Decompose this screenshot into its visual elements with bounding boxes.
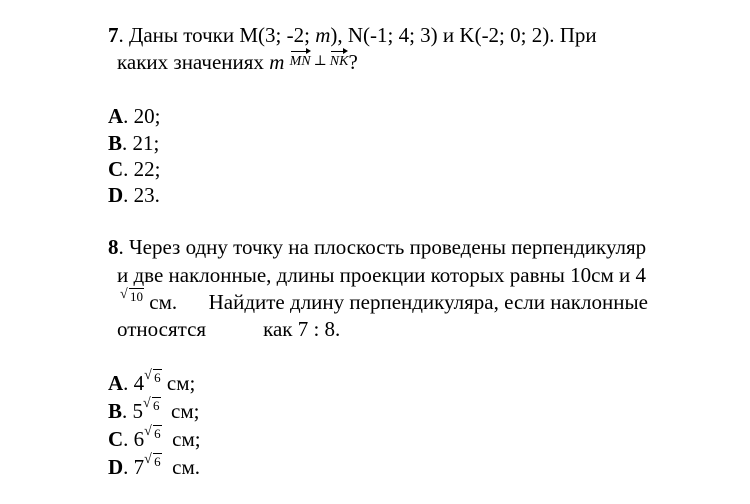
option-letter: B — [108, 131, 123, 155]
sqrt-10 — [120, 287, 144, 304]
option-coef: . 7 — [123, 455, 145, 479]
option-unit: см. — [172, 455, 201, 479]
option-letter: A — [108, 371, 124, 395]
q8-line1 — [108, 233, 646, 261]
vector-mn — [290, 49, 311, 69]
sqrt-radicand: 6 — [154, 370, 161, 385]
option-unit: см; — [166, 371, 196, 395]
q8-line3-text: см. Найдите длину перпендикуляра, если наклонные — [149, 290, 648, 314]
q7-qmark: ? — [348, 50, 358, 74]
option-letter: B — [108, 399, 123, 423]
q8-option-d — [108, 453, 200, 481]
q8-line4-b: как 7 : 8. — [263, 317, 341, 341]
option-letter: C — [108, 157, 124, 181]
q7-text1: . Даны точки M(3; -2; — [118, 23, 316, 47]
option-letter: A — [108, 104, 124, 128]
q8-option-c — [108, 425, 201, 453]
sqrt-radicand: 10 — [130, 289, 143, 304]
q7-option-d — [108, 181, 160, 209]
option-letter: D — [108, 183, 124, 207]
q7-line2 — [117, 48, 358, 76]
q7-text2: ), N(-1; 4; 3) и K(-2; 0; 2). При — [330, 23, 597, 47]
vector-arrow-icon — [330, 49, 349, 55]
radical-icon: √ — [143, 396, 151, 411]
option-coef: . 6 — [123, 427, 145, 451]
q7-line1 — [108, 21, 597, 49]
sqrt-radicand: 6 — [154, 454, 161, 469]
q7-option-c — [108, 155, 161, 183]
radical-icon: √ — [144, 424, 152, 439]
sqrt-radicand: 6 — [153, 398, 160, 413]
q8-line4-a: относятся — [117, 317, 207, 341]
option-unit: см; — [172, 427, 201, 451]
option-text: . 20; — [123, 104, 161, 128]
q8-line2-text: и две наклонные, длины проекции которых равны 10см и 4 — [117, 263, 646, 287]
sqrt-6 — [143, 396, 161, 413]
q8-option-b — [108, 397, 199, 425]
sqrt-6 — [144, 424, 162, 441]
q8-line2 — [117, 261, 646, 289]
sqrt-6 — [144, 368, 162, 385]
option-text: . 22; — [123, 157, 161, 181]
vector-arrow-icon — [290, 49, 311, 55]
option-text: . 21; — [122, 131, 160, 155]
q7-option-a — [108, 102, 161, 130]
q7-var-m: m — [315, 23, 331, 47]
sqrt-6 — [144, 452, 162, 469]
q7-line2-text: каких значениях — [117, 50, 270, 74]
q7-var-m2: m — [269, 50, 285, 74]
option-coef: . 4 — [123, 371, 145, 395]
q8-line4 — [117, 315, 340, 343]
perpendicular-symbol: ⊥ — [313, 54, 327, 69]
vector-mn-label: MN — [289, 54, 311, 69]
radical-icon: √ — [144, 452, 152, 467]
q8-line1-text: . Через одну точку на плоскость проведены перпендикуляр — [118, 235, 647, 259]
option-letter: C — [108, 427, 124, 451]
option-letter: D — [108, 455, 124, 479]
option-coef: . 5 — [122, 399, 144, 423]
q7-option-b — [108, 129, 159, 157]
q7-number: 7 — [108, 23, 119, 47]
option-unit: см; — [171, 399, 200, 423]
q8-line3 — [120, 288, 648, 316]
radical-icon: √ — [120, 287, 128, 302]
vector-nk — [330, 49, 349, 69]
vector-nk-label: NK — [329, 54, 349, 69]
q8-option-a — [108, 369, 195, 397]
option-text: . 23. — [123, 183, 160, 207]
sqrt-radicand: 6 — [154, 426, 161, 441]
radical-icon: √ — [144, 368, 152, 383]
q8-number: 8 — [108, 235, 119, 259]
